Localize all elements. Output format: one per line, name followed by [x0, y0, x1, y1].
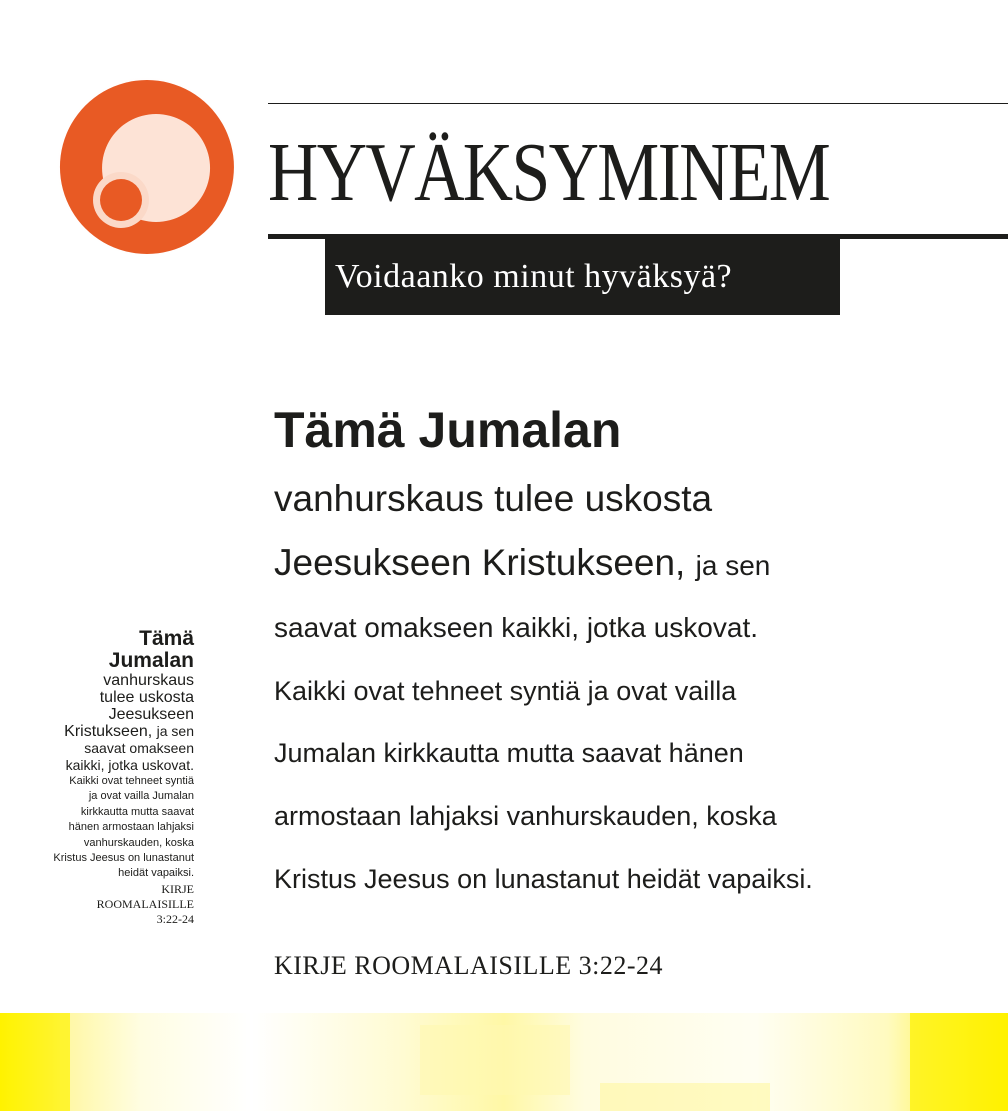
verse-line: Kaikki ovat tehneet syntiä ja ovat vailla [274, 676, 737, 706]
sidebar-line: hänen armostaan lahjaksi [68, 821, 194, 834]
sidebar-reference: KIRJE [161, 881, 194, 896]
verse-line: Jumalan kirkkautta mutta saavat hänen [274, 738, 744, 768]
yellow-footer-strip [0, 1013, 1008, 1111]
subtitle: Voidaanko minut hyväksyä? [335, 258, 733, 295]
sidebar-line: Jumalan [108, 649, 194, 672]
sidebar-verse [0, 628, 194, 927]
verse-line: vanhurskaus tulee uskosta [274, 478, 713, 519]
yellow-pattern-decoration [0, 1013, 1008, 1111]
sidebar-line: kaikki, jotka uskovat. [65, 757, 194, 773]
sidebar-line: Tämä [139, 627, 194, 650]
sidebar-line: Kristus Jeesus on lunastanut [53, 852, 194, 865]
verse-line-large: Jeesukseen Kristukseen, [274, 542, 686, 583]
verse-line: saavat omakseen kaikki, jotka uskovat. [274, 612, 759, 643]
verse-line: Kristus Jeesus on lunastanut heidät vapaiksi. [274, 864, 813, 894]
sidebar-line-small: ja sen [156, 723, 194, 739]
sidebar-line: Kaikki ovat tehneet syntiä [69, 775, 194, 787]
verse-line: armostaan lahjaksi vanhurskauden, koska [274, 801, 777, 831]
sidebar-reference: ROOMALAISILLE [96, 896, 194, 911]
sidebar-line: tulee uskosta [99, 689, 194, 706]
subtitle-banner [325, 239, 840, 315]
sidebar-line: Jeesukseen [108, 706, 194, 723]
sidebar-line: ja ovat vailla Jumalan [88, 790, 194, 803]
verse-line: Tämä Jumalan [274, 402, 622, 458]
sidebar-line: vanhurskauden, koska [83, 836, 194, 849]
logo [52, 72, 242, 262]
sidebar-line [0, 723, 194, 740]
verse-line [274, 540, 770, 589]
sidebar-line: kirkkautta mutta saavat [80, 805, 194, 818]
sidebar-line: saavat omakseen [84, 740, 194, 756]
verse-reference: KIRJE ROOMALAISILLE 3:22-24 [274, 951, 664, 980]
orange-circle-logo-icon [52, 72, 242, 262]
verse-line-small: ja sen [695, 550, 771, 581]
sidebar-line: heidät vapaiksi. [118, 867, 194, 880]
page-title: HYVÄKSYMINEM [268, 126, 830, 219]
sidebar-line-large: Kristukseen, [64, 723, 153, 740]
sidebar-line: vanhurskaus [103, 672, 194, 689]
header-top-rule [268, 103, 1008, 104]
sidebar-reference: 3:22-24 [156, 911, 194, 926]
